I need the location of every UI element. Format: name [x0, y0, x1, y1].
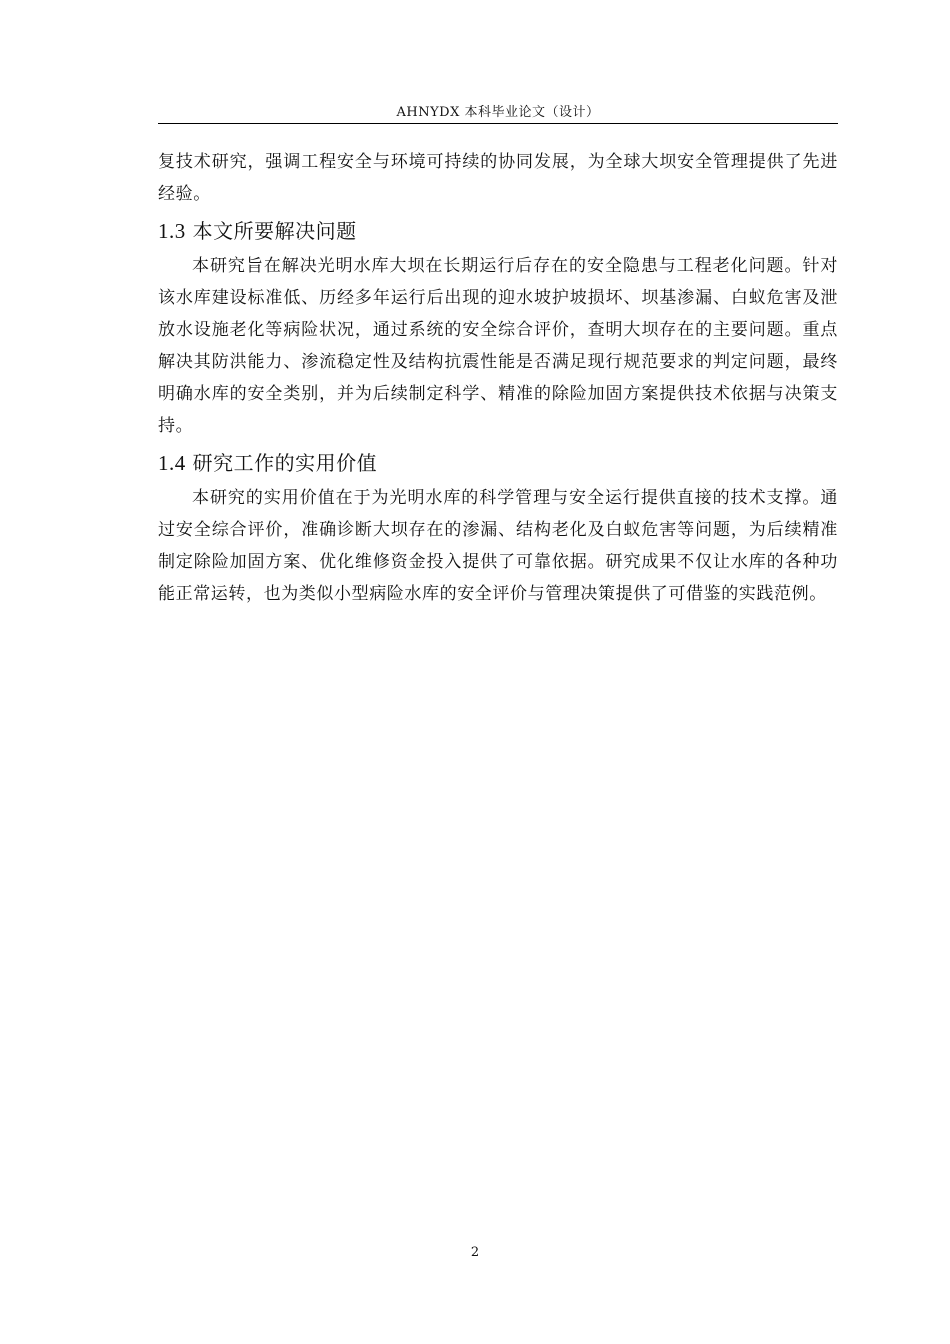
section-heading-1-4 [158, 448, 838, 478]
header-rule [158, 123, 838, 124]
section-paragraph: 本研究的实用价值在于为光明水库的科学管理与安全运行提供直接的技术支撑。通过安全综合评价，准确诊断大坝存在的渗漏、结构老化及白蚁危害等问题，为后续精准制定除险加固方案、优化维修资金投入提供了可靠依据。研究成果不仅让水库的各种功能正常运转，也为类似小型病险水库的安全评价与管理决策提供了可借鉴的实践范例。 [158, 488, 838, 604]
section-heading-1-3 [158, 216, 838, 246]
section-number: 1.3 [158, 219, 186, 243]
page-content [158, 146, 838, 610]
section-number: 1.4 [158, 451, 186, 475]
page-number: 2 [470, 1245, 480, 1260]
page-header: AHNYDX 本科毕业论文（设计） [396, 105, 600, 120]
continuation-paragraph: 复技术研究，强调工程安全与环境可持续的协同发展，为全球大坝安全管理提供了先进经验。 [158, 152, 838, 204]
section-title: 本文所要解决问题 [192, 219, 357, 243]
section-title: 研究工作的实用价值 [192, 451, 378, 475]
section-paragraph: 本研究旨在解决光明水库大坝在长期运行后存在的安全隐患与工程老化问题。针对该水库建设标准低、历经多年运行后出现的迎水坡护坡损坏、坝基渗漏、白蚁危害及泄放水设施老化等病险状况，通过系统的安全综合评价，查明大坝存在的主要问题。重点解决其防洪能力、渗流稳定性及结构抗震性能是否满足现行规范要求的判定问题，最终明确水库的安全类别，并为后续制定科学、精准的除险加固方案提供技术依据与决策支持。 [158, 256, 838, 436]
